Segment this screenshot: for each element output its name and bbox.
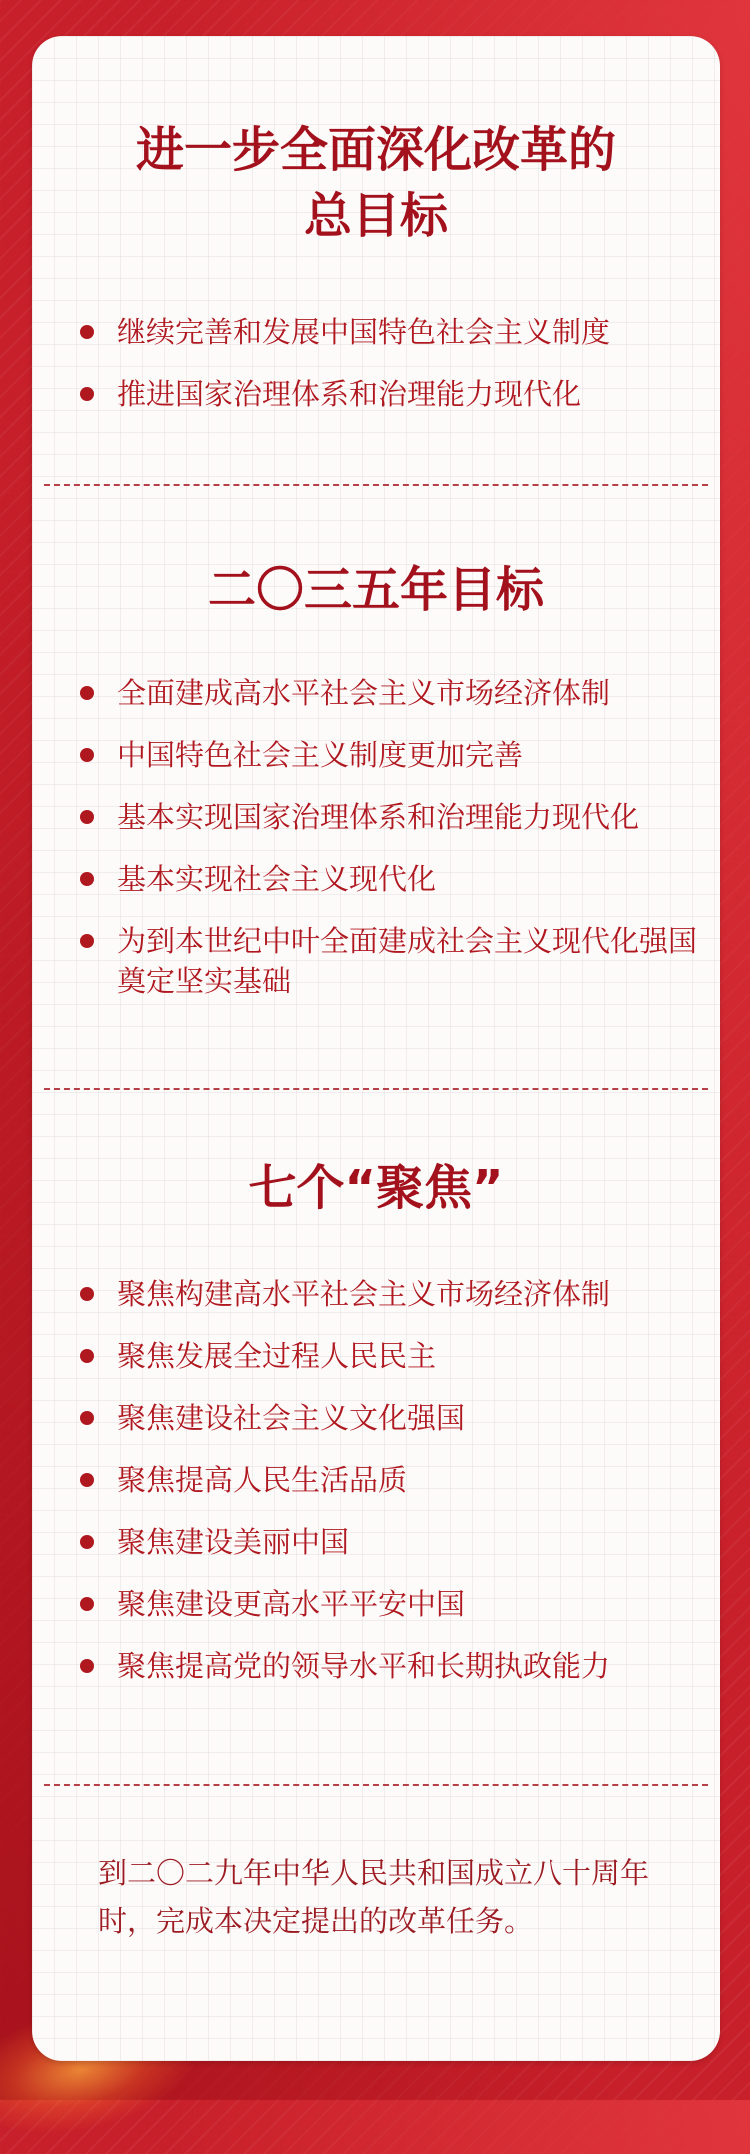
section3-item: 聚焦提高人民生活品质: [117, 1463, 408, 1497]
bullet-dot: [80, 1473, 94, 1487]
section2-item: 为到本世纪中叶全面建成社会主义现代化强国奠定坚实基础: [117, 924, 698, 998]
bullet-dot: [80, 1411, 94, 1425]
section3-title: 七个“聚焦”: [248, 1160, 504, 1216]
section-divider: [44, 1784, 708, 1786]
bullet-dot: [80, 872, 94, 886]
section-divider: [44, 1088, 708, 1090]
section1-item: 推进国家治理体系和治理能力现代化: [117, 377, 582, 411]
section1-title-line2: 总目标: [303, 188, 448, 244]
bullet-dot: [80, 387, 94, 401]
section2-item: 全面建成高水平社会主义市场经济体制: [117, 676, 611, 710]
section1-item: 继续完善和发展中国特色社会主义制度: [117, 315, 611, 349]
closing-paragraph: 到二〇二九年中华人民共和国成立八十周年时，完成本决定提出的改革任务。: [98, 1856, 650, 1938]
content-card: [32, 36, 720, 2061]
section3-item: 聚焦提高党的领导水平和长期执政能力: [117, 1649, 611, 1683]
section2-item: 基本实现社会主义现代化: [117, 862, 437, 896]
bullet-dot: [80, 686, 94, 700]
section1-title-line1: 进一步全面深化改革的: [135, 122, 616, 178]
section2-item: 基本实现国家治理体系和治理能力现代化: [117, 800, 640, 834]
bullet-dot: [80, 1349, 94, 1363]
section3-item: 聚焦建设更高水平平安中国: [117, 1587, 466, 1621]
bullet-dot: [80, 1535, 94, 1549]
section3-item: 聚焦发展全过程人民民主: [117, 1339, 437, 1373]
bullet-dot: [80, 325, 94, 339]
section-divider: [44, 484, 708, 486]
bullet-dot: [80, 810, 94, 824]
section2-item: 中国特色社会主义制度更加完善: [117, 738, 524, 772]
bullet-dot: [80, 1287, 94, 1301]
section3-item: 聚焦建设社会主义文化强国: [117, 1401, 466, 1435]
bullet-dot: [80, 934, 94, 948]
bullet-dot: [80, 1597, 94, 1611]
section3-item: 聚焦构建高水平社会主义市场经济体制: [117, 1277, 611, 1311]
bullet-dot: [80, 748, 94, 762]
section2-title: 二〇三五年目标: [207, 562, 544, 618]
section3-item: 聚焦建设美丽中国: [117, 1525, 350, 1559]
bullet-dot: [80, 1659, 94, 1673]
